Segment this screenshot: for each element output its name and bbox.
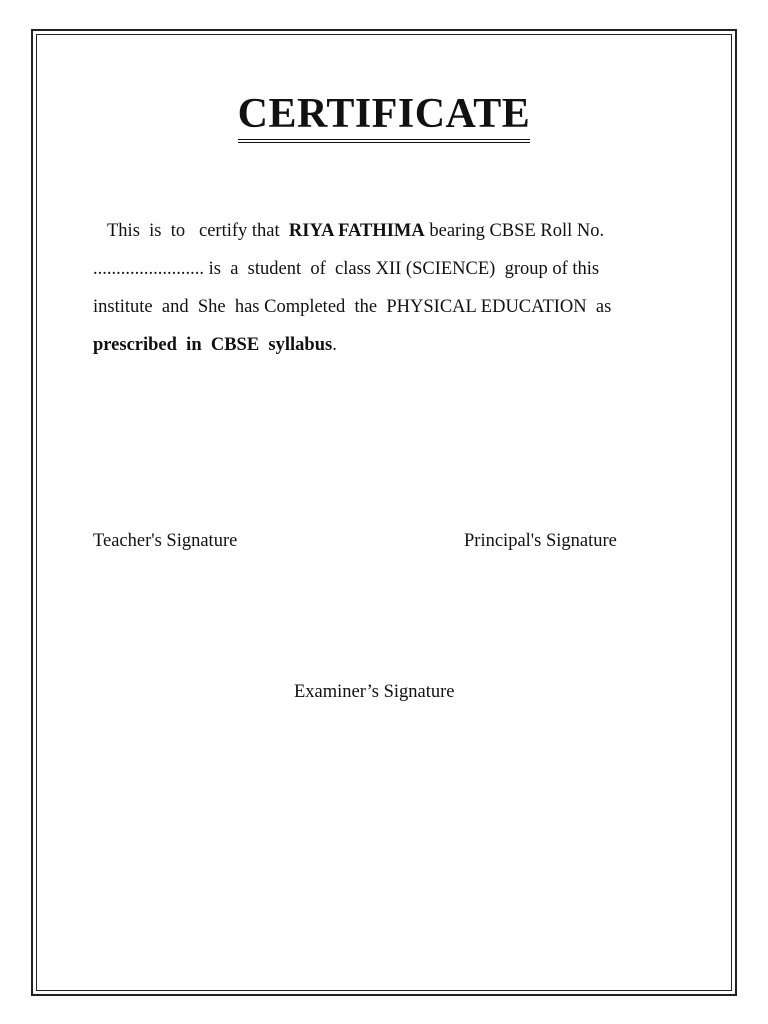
syllabus-text: prescribed in CBSE syllabus	[93, 335, 333, 355]
principal-signature-label: Principal's Signature	[464, 531, 617, 551]
syllabus-period: .	[332, 335, 337, 355]
inner-page-border	[36, 34, 732, 991]
roll-number-text: bearing CBSE Roll No.	[424, 221, 605, 241]
class-group-text: ........................ is a student of class XII (SCIENCE) group of this	[93, 259, 600, 279]
teacher-signature-label: Teacher's Signature	[93, 531, 238, 551]
body-line-2	[93, 257, 673, 281]
body-line-4	[93, 333, 673, 357]
student-name: RIYA FATHIMA	[288, 221, 425, 241]
body-line-3	[93, 295, 673, 319]
certificate-title	[0, 90, 768, 143]
body-line-1	[93, 219, 673, 243]
completion-text: institute and She has Completed the PHYSICAL EDUCATION as	[93, 297, 612, 317]
examiner-signature-label: Examiner’s Signature	[294, 682, 455, 702]
certificate-title-text: CERTIFICATE	[238, 90, 531, 143]
certify-text: This is to certify that	[107, 221, 289, 241]
